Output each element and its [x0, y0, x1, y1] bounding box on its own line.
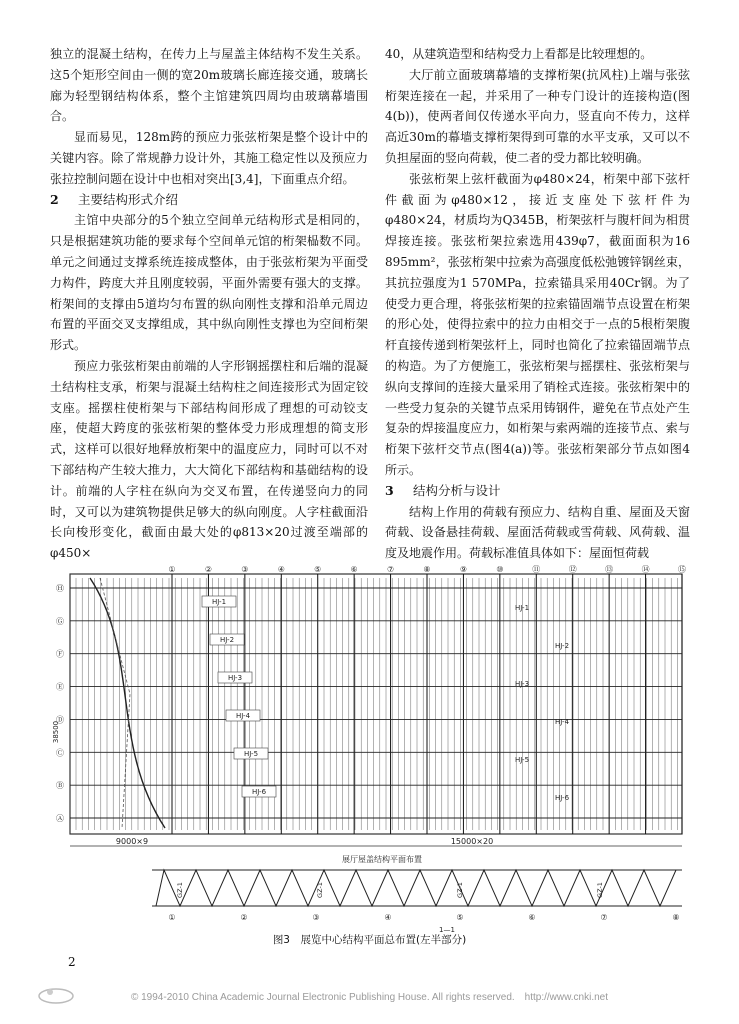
upper-axis-label: ④ — [277, 565, 285, 574]
upper-axis-label: ③ — [241, 565, 249, 574]
dimension-left: 9000×9 — [115, 837, 149, 846]
upper-axis-label: ⑫ — [568, 565, 577, 574]
lower-axis-label: ⑤ — [456, 913, 464, 922]
member-label-right: HJ-4 — [554, 718, 570, 726]
lower-axis-label: ⑦ — [600, 913, 608, 922]
left-axis-label: Ⓐ — [56, 814, 64, 823]
left-paragraph-1: 独立的混凝土结构，在传力上与屋盖主体结构不发生关系。这5个矩形空间由一侧的宽20m玻璃长廊连接交通，玻璃长廊为轻型钢结构体系，整个主馆建筑四周均由玻璃幕墙围合。 — [50, 47, 368, 124]
upper-axis-label: ⑮ — [678, 565, 686, 574]
member-label: HJ-1 — [211, 598, 227, 606]
right-paragraph-4: 结构上作用的荷载有预应力、结构自重、屋面及天窗荷载、设备悬挂荷载、屋面活荷载或雪荷载、风荷载、温度及地震作用。荷载标准值具体如下：屋面恒荷载 — [385, 504, 690, 561]
upper-axis-label: ⑩ — [496, 565, 504, 574]
lower-axis-label: ⑧ — [672, 913, 680, 922]
upper-axis-label: ⑭ — [641, 565, 650, 574]
upper-axis-label: ② — [204, 565, 213, 574]
left-axis-label: Ⓗ — [56, 584, 64, 593]
section-3-heading — [385, 481, 690, 502]
plan-labels — [52, 565, 686, 934]
upper-axis-label: ⑦ — [386, 565, 395, 574]
member-label-right: HJ-1 — [514, 604, 530, 612]
right-column — [385, 44, 690, 564]
member-label: HJ-2 — [219, 636, 235, 644]
member-label: HJ-3 — [227, 674, 243, 682]
lower-axis-label: ① — [168, 913, 176, 922]
section-3-number: 3 — [385, 482, 394, 498]
copyright-footer: © 1994-2010 China Academic Journal Electronic Publishing House. All rights reserved. http://www.cnki.net — [130, 992, 609, 1003]
curved-edge-line — [90, 578, 165, 828]
plan-frame — [70, 574, 682, 834]
member-label-right: HJ-6 — [554, 794, 570, 802]
upper-axis-label: ⑨ — [459, 565, 468, 574]
upper-axis-label: ① — [168, 565, 176, 574]
member-label-right: HJ-5 — [514, 756, 530, 764]
upper-axis-label: ⑤ — [314, 565, 322, 574]
member-label: HJ-6 — [251, 788, 267, 796]
left-axis-label: Ⓑ — [56, 781, 64, 791]
member-label: HJ-5 — [243, 750, 259, 758]
member-label-right: HJ-2 — [554, 642, 570, 650]
left-axis-label: Ⓓ — [56, 715, 64, 725]
upper-axis-label: ⑥ — [350, 565, 358, 574]
column-label: GZ-1 — [176, 882, 184, 898]
member-label-right: HJ-3 — [514, 680, 530, 688]
figure-caption: 图3 展览中心结构平面总布置(左半部分) — [272, 934, 467, 946]
member-label: HJ-4 — [235, 712, 251, 720]
upper-axis-label: ⑧ — [423, 565, 431, 574]
left-axis-label: Ⓔ — [56, 682, 64, 692]
left-paragraph-4: 预应力张弦桁架由前端的人字形钢摇摆柱和后端的混凝土结构柱支承，桁架与混凝土结构柱之间连接形式为固定铰支座。摇摆柱使桁架与下部结构间形成了理想的可动铰支座，使超大跨度的张弦桁架的整体受力形成理想的简支形式，这样可以很好地释放桁架中的温度应力，同时可以不对下部结构产生较大推力，大大简化下部结构和基础结构的设计。前端的人字柱在纵向为交叉布置，在传递竖向力的同时，又可以为建筑物提供足够大的纵向刚度。人字柱截面沿长向梭形变化，截面由最大处的φ813×20过渡至端部的φ450× — [50, 358, 368, 561]
left-paragraph-3: 主馆中央部分的5个独立空间单元结构形式是相同的，只是根据建筑功能的要求每个空间单元馆的桁架榀数不同。单元之间通过支撑系统连接成整体，由于张弦桁架为平面受力构件，跨度大并且刚度较弱，平面外需要有强大的支撑。桁架间的支撑由5道均匀布置的纵向刚性支撑和沿单元周边布置的平面交叉支撑组成，其中纵向刚性支撑也为空间桁架形式。 — [50, 213, 368, 353]
column-label: GZ-1 — [316, 882, 324, 898]
section-2-title: 主要结构形式介绍 — [78, 191, 179, 207]
upper-axis-label: ⑬ — [605, 565, 614, 574]
left-axis-label: Ⓖ — [56, 616, 64, 626]
structural-plan-figure — [52, 562, 692, 934]
section-2-heading — [50, 190, 368, 211]
lower-axis-label: ④ — [384, 913, 392, 922]
section-mark-label: 1—1 — [439, 926, 455, 934]
right-paragraph-3: 张弦桁架上弦杆截面为φ480×24，桁架中部下弦杆件截面为φ480×12，接近支座处下弦杆件为φ480×24，材质均为Q345B，桁架弦杆与腹杆间为相贯焊接连接。张弦桁架拉索选用439φ7，截面面积为16 895mm²，张弦桁架中拉索为高强度低松弛镀锌钢丝束，其抗拉强度为1 570MPa，拉索锚具采用40Cr钢。为了使受力更合理，将张弦桁架的拉索锚固端节点设置在桁架的形心处，使得拉索中的拉力由相交于一点的5根桁架腹杆直接传递到桁架弦杆上，同时也简化了拉索锚固端节点的构造。为了方便施工，张弦桁架与摇摆柱、张弦桁架与纵向支撑间的连接大量采用了销栓式连接。张弦桁架中的一些受力复杂的关键节点采用铸钢件，避免在节点处产生复杂的焊接温度应力，如桁架与索两端的连接节点、索与桁架下弦杆交节点(图4(a))等。张弦桁架部分节点如图4所示。 — [385, 171, 690, 477]
right-paragraph-1: 40，从建筑造型和结构受力上看都是比较理想的。 — [385, 47, 653, 61]
column-label: GZ-1 — [456, 882, 464, 898]
section-3-title: 结构分析与设计 — [413, 482, 501, 498]
dimension-height: 38500 — [52, 720, 60, 744]
left-column — [50, 44, 368, 564]
lower-axis-label: ③ — [312, 913, 320, 922]
section-2-number: 2 — [50, 191, 59, 207]
left-paragraph-2: 显而易见，128m跨的预应力张弦桁架是整个设计中的关键内容。除了常规静力设计外，其施工稳定性以及预应力张拉控制问题在设计中也相对突出[3,4]，下面重点介绍。 — [50, 130, 368, 186]
left-axis-label: Ⓒ — [56, 748, 64, 758]
right-paragraph-2: 大厅前立面玻璃幕墙的支撑桁架(抗风柱)上端与张弦桁架连接在一起，并采用了一种专门设计的连接构造(图4(b))，使两者间仅传递水平向力，竖直向不传力，这样高近30m的幕墙支撑桁架得到可靠的水平支承，又可以不负担屋面的竖向荷载，使二者的受力都比较明确。 — [385, 67, 690, 165]
upper-axis-label: ⑪ — [532, 565, 541, 574]
lower-axis-label: ② — [240, 913, 248, 922]
dimension-right: 15000×20 — [450, 837, 494, 846]
page-number: 2 — [68, 955, 76, 969]
left-axis-label: Ⓕ — [56, 649, 64, 659]
lower-axis-label: ⑥ — [528, 913, 536, 922]
column-label: GZ-1 — [596, 882, 604, 898]
plan-subtitle: 展厅屋盖结构平面布置 — [342, 855, 422, 864]
